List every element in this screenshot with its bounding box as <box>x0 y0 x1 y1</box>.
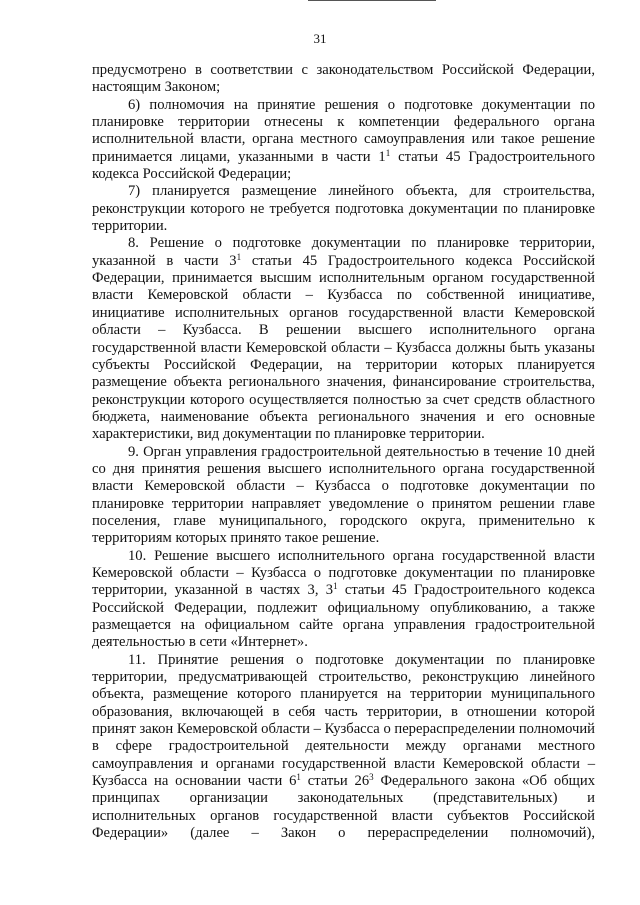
page-number: 31 <box>313 31 327 46</box>
text-run: Федерального закона «Об общих принципах организации законодательных (представительных) и исполнительных органов государственной власти субъектов Российской Федерации» (далее – Закон о перераспределении полномочий), <box>92 773 595 842</box>
text-run: 9. Орган управления градостроительной деятельностью в течение 10 дней со дня принятия решения высшего исполнительного органа государственной власти Кемеровской области – Кузбасса о подготовке документации по планировке территории направляет уведомление о принятом решении главе поселения, главе муниципального, городского округа, применительно к территориям которых принято такое решение. <box>92 443 595 547</box>
text-run: статьи 45 Градостроительного кодекса Российской Федерации, принимается высшим исполнительным органом государственной власти Кемеровской области – Кузбасса по собственной инициативе, инициативе исполнительных органов государственной власти Кемеровской области – Кузбасса. В решении высшего исполнительного органа государственной власти Кемеровской области – Кузбасса должны быть указаны субъекты Российской Федерации, на территории которых планируется размещение объекта регионального значения, финансирование строительства, реконструкции которого осуществляется полностью за счет средств областного бюджета, наименование объекта регионального значения и его основные характеристики, вид документации по планировке территории. <box>92 252 595 443</box>
text-run: предусмотрено в соответствии с законодательством Российской Федерации, настоящим Законом; <box>92 62 595 96</box>
superscript: 1 <box>333 581 338 592</box>
text-run: 10. Решение высшего исполнительного органа государственной власти Кемеровской области – Кузбасса о подготовке документации по планировке территории, указанной в частях 3, 3 <box>92 547 595 599</box>
superscript: 3 <box>369 772 374 783</box>
document-body <box>92 62 595 842</box>
text-run: 7) планируется размещение линейного объекта, для строительства, реконструкции которого не требуется подготовка документации по планировке территории. <box>92 183 595 235</box>
header-rule <box>308 0 436 1</box>
text-run: 11. Принятие решения о подготовке документации по планировке территории, предусматривающей строительство, реконструкцию линейного объекта, размещение которого планируется на территории муниципального образования, включающей в себя часть территории, в отношении которой принят закон Кемеровской области – Кузбасса о перераспределении полномочий в сфере градостроительной деятельности между органами местного самоуправления и органами государственной власти Кемеровской области – Кузбасса на основании части 6 <box>92 651 595 790</box>
superscript: 1 <box>236 251 242 262</box>
text-run: статьи 26 <box>300 773 370 790</box>
paragraph-item-9 <box>92 444 595 548</box>
paragraph-item-11 <box>92 652 595 843</box>
superscript: 1 <box>296 772 301 783</box>
paragraph-item-6 <box>92 97 595 184</box>
paragraph-item-7 <box>92 183 595 235</box>
text-run: статьи 45 Градостроительного кодекса Российской Федерации, подлежит официальному опубликованию, а также размещается на официальном сайте органа управления градостроительной деятельностью в сети «Интернет». <box>92 582 595 651</box>
paragraph-continuation <box>92 62 595 97</box>
text-run: 8. Решение о подготовке документации по планировке территории, указанной в части 3 <box>92 235 595 269</box>
text-run: статьи 45 Градостроительного кодекса Российской Федерации; <box>92 148 595 183</box>
text-run: 6) полномочия на принятие решения о подготовке документации по планировке территории отнесены к компетенции федерального органа исполнительной власти, органа местного самоуправления или такое решение принимается лицами, указанными в части 1 <box>92 96 595 165</box>
paragraph-item-10 <box>92 548 595 652</box>
paragraph-item-8 <box>92 235 595 443</box>
superscript: 1 <box>385 147 391 158</box>
